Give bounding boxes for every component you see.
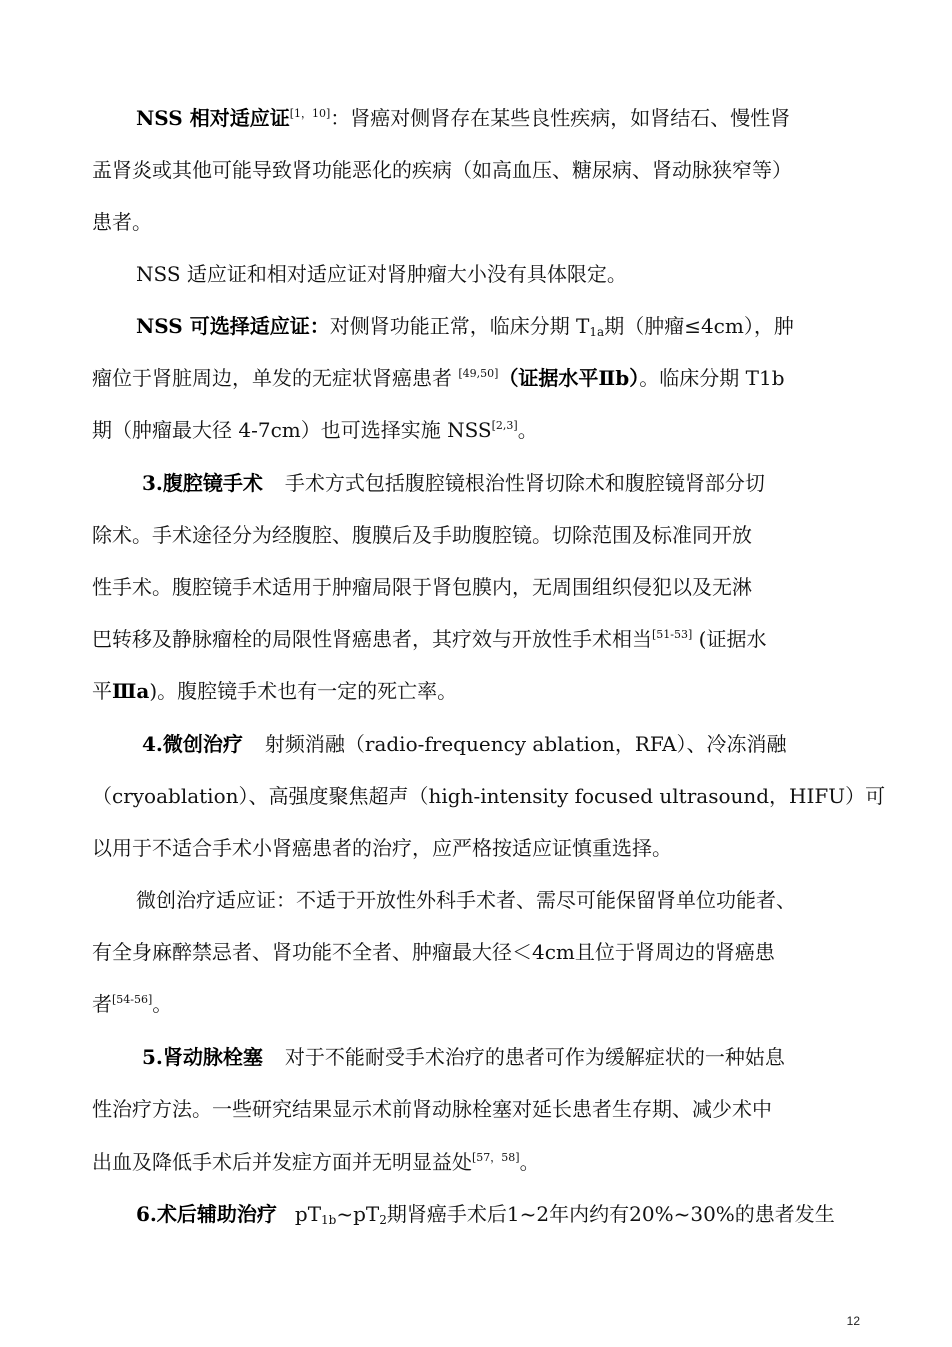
- paragraph-tumor-size: NSS 适应证和相对适应证对肾肿瘤大小没有具体限定。: [136, 262, 627, 286]
- text-span: 期（肿瘤最大径 4-7cm）也可选择实施 NSS: [92, 418, 492, 442]
- evidence-level: Ⅲa: [112, 679, 150, 703]
- heading-nss-relative: NSS 相对适应证: [136, 106, 290, 130]
- subscript: 1a: [589, 325, 605, 339]
- text-span: 者: [92, 992, 112, 1016]
- paragraph-nss-optional-indications: [136, 314, 860, 338]
- heading-embolization: 5.肾动脉栓塞: [142, 1045, 263, 1069]
- text-line: [92, 992, 860, 1016]
- text-span: (证据水: [692, 627, 767, 651]
- heading-minimally-invasive: 4.微创治疗: [142, 732, 243, 756]
- heading-nss-optional: NSS 可选择适应证：: [136, 314, 330, 338]
- evidence-level: （证据水平Ⅱb）: [498, 366, 640, 390]
- paragraph-laparoscopic-surgery: [142, 471, 860, 495]
- text-span: 出血及降低手术后并发症方面并无明显益处: [92, 1150, 472, 1174]
- citation: [2,3]: [491, 419, 518, 432]
- paragraph-renal-artery-embolization: [142, 1045, 860, 1069]
- text-line: 以用于不适合手术小肾癌患者的治疗，应严格按适应证慎重选择。: [92, 836, 672, 860]
- heading-laparoscopic: 3.腹腔镜手术: [142, 471, 263, 495]
- citation: [1，10]: [289, 107, 331, 120]
- text-span: 期（肿瘤≤4cm），肿: [604, 314, 794, 338]
- text-span: 射频消融（radio-frequency ablation，RFA）、冷冻消融: [264, 732, 787, 756]
- text-span: 。临床分期 T1b: [639, 366, 785, 390]
- text-line: （cryoablation）、高强度聚焦超声（high-intensity focused ultrasound，HIFU）可: [92, 784, 886, 808]
- text-line: [92, 366, 860, 390]
- text-span: 对侧肾功能正常，临床分期 T: [329, 314, 590, 338]
- text-line: [92, 418, 860, 442]
- text-span: 手术方式包括腹腔镜根治性肾切除术和腹腔镜肾部分切: [284, 471, 765, 495]
- text-span: 期肾癌手术后1~2年内约有20%~30%的患者发生: [386, 1202, 835, 1226]
- text-span: 。: [519, 1150, 540, 1174]
- text-span: 瘤位于肾脏周边，单发的无症状肾癌患者: [92, 366, 459, 390]
- paragraph-nss-relative-indications: [136, 106, 860, 130]
- text-span: 平: [92, 679, 112, 703]
- citation: [51-53]: [652, 628, 693, 641]
- text-span: 巴转移及静脉瘤栓的局限性肾癌患者，其疗效与开放性手术相当: [92, 627, 652, 651]
- paragraph-minimally-invasive-indications: 微创治疗适应证：不适于开放性外科手术者、需尽可能保留肾单位功能者、: [136, 888, 796, 912]
- text-span: 。: [152, 992, 173, 1016]
- text-line: [92, 1150, 860, 1174]
- subscript: 1b: [321, 1213, 337, 1227]
- text-line: [92, 679, 860, 703]
- page-number: 12: [846, 1314, 860, 1328]
- paragraph-minimally-invasive: [142, 732, 860, 756]
- heading-adjuvant: 6.术后辅助治疗: [136, 1202, 277, 1226]
- citation: [49,50]: [458, 367, 499, 380]
- text-line: 性治疗方法。一些研究结果显示术前肾动脉栓塞对延长患者生存期、减少术中: [92, 1097, 772, 1121]
- text-line: 患者。: [92, 210, 152, 234]
- text-span: 对于不能耐受手术治疗的患者可作为缓解症状的一种姑息: [284, 1045, 785, 1069]
- text-line: 除术。手术途径分为经腹腔、腹膜后及手助腹腔镜。切除范围及标准同开放: [92, 523, 752, 547]
- paragraph-adjuvant-therapy: [136, 1202, 860, 1226]
- text-line: 盂肾炎或其他可能导致肾功能恶化的疾病（如高血压、糖尿病、肾动脉狭窄等）: [92, 158, 792, 182]
- citation: [54-56]: [112, 993, 153, 1006]
- text-span: 。: [517, 418, 538, 442]
- text-line: 有全身麻醉禁忌者、肾功能不全者、肿瘤最大径＜4cm且位于肾周边的肾癌患: [92, 940, 775, 964]
- subscript: 2: [379, 1213, 387, 1227]
- text-line: ：肾癌对侧肾存在某些良性疾病，如肾结石、慢性肾: [330, 106, 791, 130]
- text-line: 性手术。腹腔镜手术适用于肿瘤局限于肾包膜内，无周围组织侵犯以及无淋: [92, 575, 752, 599]
- text-span: pT: [294, 1202, 322, 1226]
- text-line: [92, 627, 860, 651]
- text-span: )。腹腔镜手术也有一定的死亡率。: [149, 679, 458, 703]
- citation: [57，58]: [472, 1151, 520, 1164]
- text-span: ~pT: [336, 1202, 380, 1226]
